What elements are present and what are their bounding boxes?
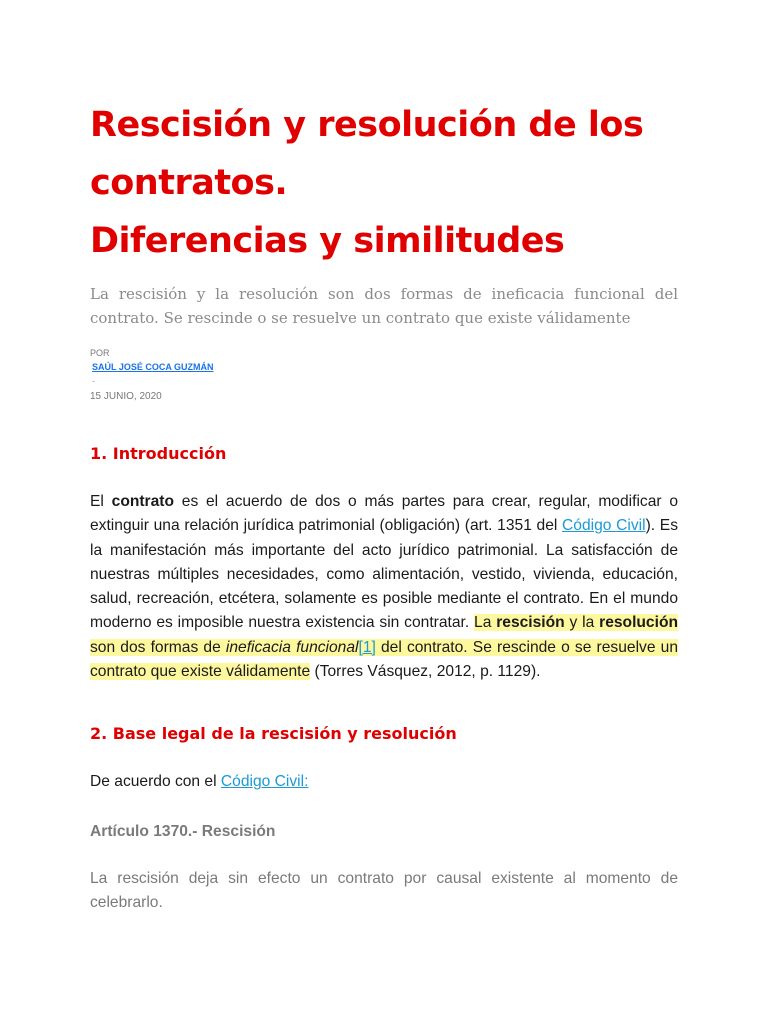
text-span: del contrato. Se rescinde o se resuelve un contrato que existe válidamente (90, 638, 678, 681)
byline-separator: - (92, 376, 95, 386)
section-heading-introduction: 1. Introducción (90, 444, 227, 463)
title-line: contratos. (90, 163, 288, 203)
title-line: Rescisión y resolución de los (90, 105, 644, 145)
text-span: La (474, 614, 497, 632)
text-span: y la (564, 614, 600, 632)
footnote-link[interactable]: [1] (358, 638, 376, 656)
byline (90, 346, 678, 404)
publish-date: 15 JUNIO, 2020 (90, 391, 162, 402)
author-link[interactable]: SAÚL JOSÉ COCA GUZMÁN (92, 362, 214, 372)
bold-term-resolucion: resolución (599, 614, 678, 632)
italic-term: ineficacia funcional (225, 638, 359, 656)
codigo-civil-link[interactable]: Código Civil (562, 517, 646, 535)
article-subtitle: La rescisión y la resolución son dos formas de ineficacia funcional del contrato. Se rescinde o se resuelve un contrato que existe válidamente (90, 285, 678, 327)
bold-term-rescision: rescisión (496, 614, 565, 632)
article (90, 96, 678, 915)
bold-term-contrato: contrato (111, 493, 175, 510)
title-line: Diferencias y similitudes (90, 221, 565, 261)
text-span: De acuerdo con el (90, 773, 221, 791)
section-heading-base-legal: 2. Base legal de la rescisión y resolución (90, 724, 457, 744)
byline-label: POR (90, 348, 110, 358)
codigo-civil-link[interactable]: Código Civil: (220, 773, 309, 791)
base-legal-intro (90, 770, 678, 794)
introduction-paragraph (90, 490, 678, 684)
article-1370-text: La rescisión deja sin efecto un contrato por causal existente al momento de celebrarlo. (90, 869, 678, 911)
article-1370-heading: Artículo 1370.- Rescisión (90, 822, 276, 840)
text-span: ). Es la manifestación más importante del acto jurídico patrimonial. La satisfacción de nuestras múltiples necesidades, como alimentación, vestido, vivienda, educación, salud, recreación, etcétera, solamente es posible mediante el contrato. En el mundo moderno es imposible nuestra existencia sin contratar. (90, 517, 678, 632)
citation-text: (Torres Vásquez, 2012, p. 1129). (310, 663, 541, 681)
text-span: es el acuerdo de dos o más partes para crear, regular, modificar o extinguir una relación jurídica patrimonial (obligación) (art. 1351 del (90, 493, 679, 535)
page-title (90, 96, 678, 270)
text-span: El (90, 493, 112, 510)
text-span: son dos formas de (90, 638, 226, 656)
